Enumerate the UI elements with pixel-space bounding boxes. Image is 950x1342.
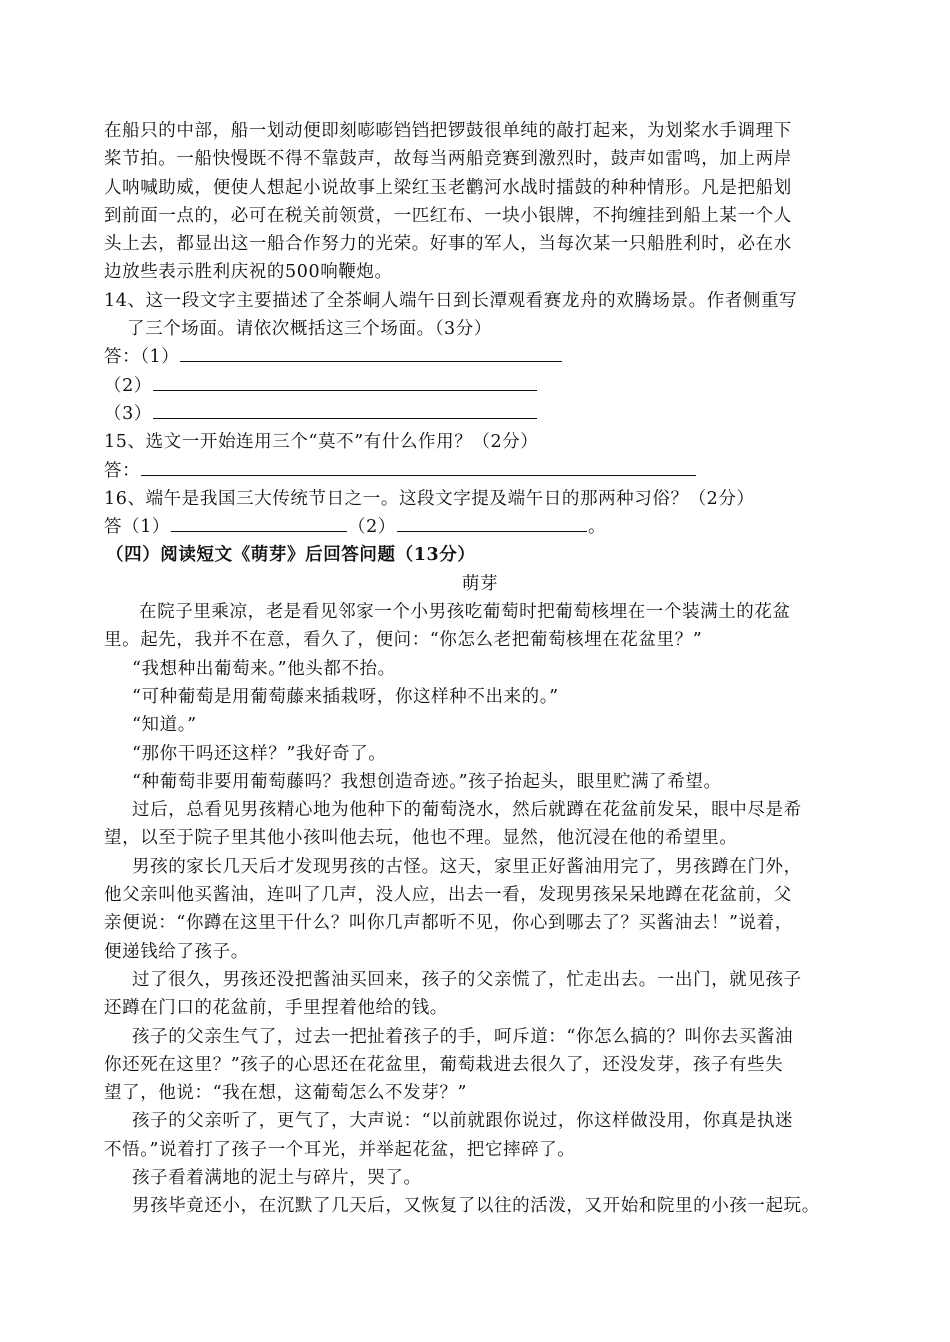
story-line: “知道。” — [132, 715, 197, 736]
question-14-text-cont: 了三个场面。请依次概括这三个场面。（3分） — [127, 319, 492, 340]
story-title: 萌芽 — [461, 573, 499, 594]
question-14 — [104, 287, 864, 428]
story-line: “那你干吗还这样？”我好奇了。 — [132, 743, 387, 764]
question-15 — [104, 428, 864, 485]
story-line: 里。起先，我并不在意，看久了，便问：“你怎么老把葡萄核埋在花盆里？” — [104, 630, 703, 651]
story-line: 男孩的家长几天后才发现男孩的古怪。这天，家里正好酱油用完了，男孩蹲在门外， — [132, 856, 802, 877]
answer-blank[interactable] — [397, 513, 587, 532]
answer-blank[interactable] — [153, 400, 537, 419]
story-line: 亲便说：“你蹲在这里干什么？叫你几声都听不见，你心到哪去了？买酱油去！”说着， — [104, 913, 793, 934]
story-line: 孩子的父亲听了，更气了，大声说：“以前就跟你说过，你这样做没用，你真是执迷 — [132, 1111, 794, 1132]
passage-line: 人呐喊助威，便使人想起小说故事上梁红玉老鹳河水战时擂鼓的种种情形。凡是把船划 — [104, 177, 792, 198]
passage-line: 头上去，都显出这一船合作努力的光荣。好事的军人，当每次某一只船胜利时，必在水 — [104, 234, 792, 255]
story-line: 望，以至于院子里其他小孩叫他去玩，他也不理。显然，他沉浸在他的希望里。 — [104, 828, 738, 849]
story-line: “可种葡萄是用葡萄藤来插栽呀，你这样种不出来的。” — [132, 686, 559, 707]
question-15-text: 15、选文一开始连用三个“莫不”有什么作用？（2分） — [104, 432, 539, 453]
story-line: 便递钱给了孩子。 — [104, 941, 249, 962]
story-line: “种葡萄非要用葡萄藤吗？我想创造奇迹。”孩子抬起头，眼里贮满了希望。 — [132, 771, 722, 792]
story-line: 他父亲叫他买酱油，连叫了几声，没人应，出去一看，发现男孩呆呆地蹲在花盆前，父 — [104, 885, 792, 906]
answer-14-1 — [104, 343, 864, 371]
passage-line: 在船只的中部，船一划动便即刻嘭嘭铛铛把锣鼓很单纯的敲打起来，为划桨水手调理下 — [104, 121, 792, 141]
story-line: 过了很久，男孩还没把酱油买回来，孩子的父亲慌了，忙走出去。一出门，就见孩子 — [132, 969, 802, 990]
story-line: “我想种出葡萄来。”他头都不抬。 — [132, 658, 396, 679]
answer-blank[interactable] — [171, 513, 347, 532]
answer-14-3 — [104, 400, 864, 428]
answer-blank[interactable] — [153, 372, 537, 391]
story-line: 孩子的父亲生气了，过去一把扯着孩子的手，呵斥道：“你怎么搞的？叫你去买酱油 — [132, 1026, 794, 1047]
answer-number: （2） — [104, 375, 152, 396]
answer-end-mark: 。 — [587, 517, 607, 538]
answer-number: （2） — [348, 517, 396, 538]
answer-prefix: 答： — [104, 460, 141, 481]
story-line: 你还死在这里？”孩子的心思还在花盆里，葡萄栽进去很久了，还没发芽，孩子有些失 — [104, 1054, 784, 1075]
question-16-text: 16、端午是我国三大传统节日之一。这段文字提及端午日的那两种习俗？（2分） — [104, 488, 755, 509]
passage-line: 到前面一点的，必可在税关前领赏，一匹红布、一块小银牌，不拘缠挂到船上某一个人 — [104, 205, 792, 226]
story-line: 望了，他说：“我在想，这葡萄怎么不发芽？” — [104, 1083, 467, 1104]
answer-prefix: 答：（1） — [104, 347, 180, 368]
answer-blank[interactable] — [141, 457, 696, 476]
passage-line: 边放些表示胜利庆祝的500响鞭炮。 — [104, 262, 393, 283]
answer-16 — [104, 513, 864, 541]
answer-14-2 — [104, 372, 864, 400]
answer-15 — [104, 457, 864, 485]
story-line: 过后，总看见男孩精心地为他种下的葡萄浇水，然后就蹲在花盆前发呆，眼中尽是希 — [132, 800, 802, 821]
question-14-text: 14、这一段文字主要描述了全茶峒人端午日到长潭观看赛龙舟的欢腾场景。作者侧重写 — [104, 290, 798, 311]
passage — [104, 117, 864, 287]
section-4 — [104, 541, 864, 1220]
answer-prefix: 答（1） — [104, 517, 171, 538]
story-line: 在院子里乘凉，老是看见邻家一个小男孩吃葡萄时把葡萄核埋在一个装满土的花盆 — [139, 602, 791, 623]
story-line: 男孩毕竟还小，在沉默了几天后，又恢复了以往的活泼，又开始和院里的小孩一起玩。 — [132, 1196, 820, 1217]
story-line: 孩子看着满地的泥土与碎片，哭了。 — [132, 1167, 422, 1188]
answer-number: （3） — [104, 403, 152, 424]
passage-line: 桨节拍。一船快慢既不得不靠鼓声，故每当两船竞赛到激烈时，鼓声如雷鸣，加上两岸 — [104, 149, 792, 170]
question-16 — [104, 485, 864, 542]
exam-page — [104, 117, 864, 1221]
story-line: 还蹲在门口的花盆前，手里捏着他给的钱。 — [104, 998, 448, 1019]
answer-blank[interactable] — [180, 343, 562, 362]
story-body — [104, 598, 864, 1221]
section-heading: （四）阅读短文《萌芽》后回答问题（13分） — [106, 545, 476, 566]
story-line: 不悟。”说着打了孩子一个耳光，并举起花盆，把它摔碎了。 — [104, 1139, 576, 1160]
